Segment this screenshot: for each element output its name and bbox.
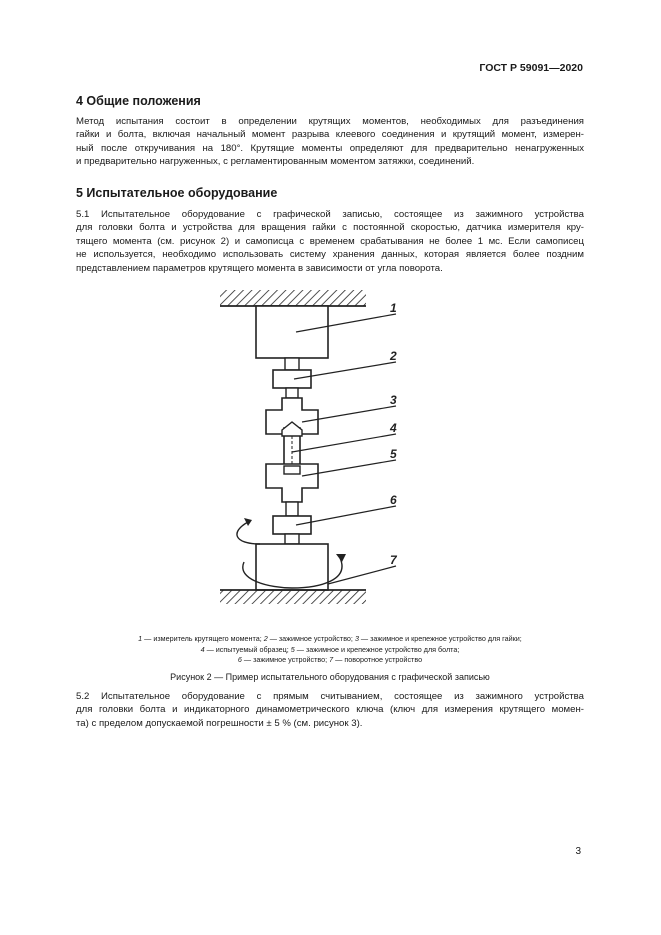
shaft-segment	[286, 388, 298, 398]
text-line: ный после откручивания на 180°. Крутящие моменты определяют для предварительно ненагруженных	[76, 142, 584, 154]
legend-text: — зажимное и крепежное устройство для болта;	[294, 644, 460, 654]
legend-text: — испытуемый образец;	[204, 644, 291, 654]
figure-caption: Рисунок 2 — Пример испытательного оборудования с графической записью	[170, 672, 490, 682]
label-3: 3	[390, 393, 397, 407]
section-4-paragraph	[76, 115, 584, 169]
legend-line-1	[60, 634, 600, 645]
top-mount-hatch	[220, 290, 366, 306]
shaft-segment-lower	[286, 502, 298, 516]
text-line: 5.2 Испытательное оборудование с прямым считыванием, состоящее из зажимного устройства	[76, 691, 584, 702]
bottom-mount-hatch	[220, 590, 366, 604]
upper-shaft	[285, 358, 299, 370]
clamp-lower	[273, 516, 311, 534]
legend-text: — поворотное устройство	[333, 655, 423, 665]
text-line: тящего момента (см. рисунок 2) и самописца с временем срабатывания не более 1 мс. Если самописец	[76, 235, 584, 247]
label-5: 5	[390, 447, 397, 461]
text-line: гайки и болта, включая начальный момент разрыва клеевого соединения и крутящий момент, измерен-	[76, 129, 584, 141]
text-line: та) с пределом допускаемой погрешности ± 5 % (см. рисунок 3).	[76, 717, 363, 729]
torque-meter-block	[256, 306, 328, 358]
label-4: 4	[390, 421, 397, 435]
legend-line-3	[60, 655, 600, 666]
standard-number: ГОСТ Р 59091—2020	[479, 62, 583, 74]
text-line: для головки болта и индикаторного динамометрического ключа (ключ для измерения крутящего момен-	[76, 704, 584, 716]
text-line: представлением параметров крутящего момента в зависимости от угла поворота.	[76, 262, 443, 274]
legend-num: 3	[354, 634, 359, 643]
section-5-2-paragraph	[76, 690, 584, 730]
legend-text: — измеритель крутящего момента;	[142, 634, 264, 643]
label-1: 1	[390, 301, 397, 315]
leader-4	[292, 434, 396, 452]
legend-num: 5	[290, 644, 295, 654]
section-5-1-paragraph	[76, 208, 584, 275]
rotation-arrow-top-head	[244, 518, 252, 526]
legend-text: — зажимное устройство;	[267, 634, 355, 643]
legend-num: 6	[237, 655, 242, 665]
lower-shaft	[285, 534, 299, 544]
clamp-upper	[273, 370, 311, 388]
text-line: и предварительно нагруженных, с регламентированным моментом затяжки, соединений.	[76, 156, 475, 168]
section-5-title: 5 Испытательное оборудование	[76, 186, 278, 200]
legend-text: — зажимное устройство;	[241, 655, 330, 665]
legend-num: 7	[329, 655, 334, 665]
text-line: Метод испытания состоит в определении крутящих моментов, необходимых для разъединения	[76, 116, 584, 127]
legend-num: 1	[138, 634, 143, 643]
legend-num: 2	[263, 634, 268, 643]
text-line: 5.1 Испытательное оборудование с графической записью, состоящее из зажимного устройства	[76, 209, 584, 220]
text-line: для головки болта и устройства для вращения гайки с постоянной скоростью, датчика измерителя кру-	[76, 222, 584, 234]
label-6: 6	[390, 493, 397, 507]
rotation-arrow-top	[237, 522, 260, 544]
label-7: 7	[390, 553, 397, 567]
legend-num: 4	[200, 644, 205, 654]
rotary-device	[256, 544, 328, 590]
page-number: 3	[575, 846, 581, 857]
legend-line-2	[60, 645, 600, 656]
section-4-title: 4 Общие положения	[76, 94, 201, 108]
test-rig-diagram	[200, 282, 440, 622]
label-2: 2	[390, 349, 397, 363]
text-line: не используется, необходимо использовать систему хранения данных, которая является более поздним	[76, 249, 584, 261]
bolt-head	[284, 466, 300, 474]
legend-text: — зажимное и крепежное устройство для гайки;	[358, 634, 522, 643]
figure-legend	[60, 634, 600, 666]
